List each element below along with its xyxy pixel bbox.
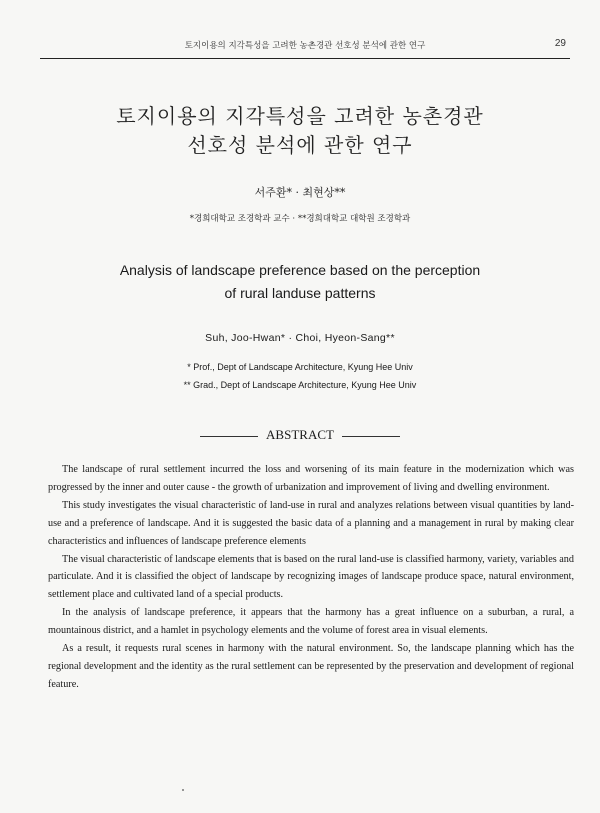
scan-speck: [182, 789, 184, 791]
abstract-heading-text: ABSTRACT: [266, 427, 334, 442]
english-title-line-1: Analysis of landscape preference based on the perception: [119, 262, 481, 278]
english-authors: Suh, Joo-Hwan* · Choi, Hyeon-Sang**: [205, 332, 395, 344]
korean-authors: 서주환* · 최현상**: [254, 186, 346, 199]
abstract-paragraph: As a result, it requests rural scenes in harmony with the natural environment. So, the landscape planning which has the regional development and the identity as the rural settlement can be represented by the preservation and development of regional feature.: [48, 643, 574, 690]
running-title: 토지이용의 지각특성을 고려한 농촌경관 선호성 분석에 관한 연구: [184, 41, 426, 51]
abstract-paragraph: The landscape of rural settlement incurred the loss and worsening of its main feature in the modernization which was progressed by the inner and outer cause - the growth of urbanization and improvement of living and dwelling environment.: [48, 464, 574, 493]
heading-rule-left: [200, 436, 258, 437]
page-number: 29: [554, 38, 566, 49]
korean-title-line-2: 선호성 분석에 관한 연구: [187, 133, 413, 157]
running-header: [40, 36, 570, 59]
abstract-heading: [0, 427, 600, 443]
abstract-body: [48, 461, 574, 694]
korean-title-line-1: 토지이용의 지각특성을 고려한 농촌경관: [116, 104, 484, 128]
english-affiliation-1: * Prof., Dept of Landscape Architecture, Kyung Hee Univ: [187, 362, 413, 372]
english-affiliation-2: ** Grad., Dept of Landscape Architecture, Kyung Hee Univ: [183, 380, 417, 390]
english-title-line-2: of rural landuse patterns: [224, 285, 376, 301]
heading-rule-right: [342, 436, 400, 437]
korean-affiliations: *경희대학교 조경학과 교수 · **경희대학교 대학원 조경학과: [189, 214, 411, 224]
abstract-paragraph: The visual characteristic of landscape elements that is based on the rural land-use is classified harmony, variety, variables and particulate. And it is classified the object of landscape by recognizing images of landscape produce space, natural environment, settlement place and cultivated land of a special products.: [48, 553, 574, 601]
abstract-paragraph: In the analysis of landscape preference, it appears that the harmony has a great influence on a suburban, a rural, a mountainous district, and a hamlet in psychology elements and the volume of forest area in visual elements.: [48, 607, 574, 637]
abstract-paragraph: This study investigates the visual characteristic of land-use in rural and analyzes relations between visual quantities by land-use and a preference of landscape. And it is suggested the basic data of a planning and a management in rural by making clear characteristics and influences of landscape preference elements: [48, 499, 574, 547]
